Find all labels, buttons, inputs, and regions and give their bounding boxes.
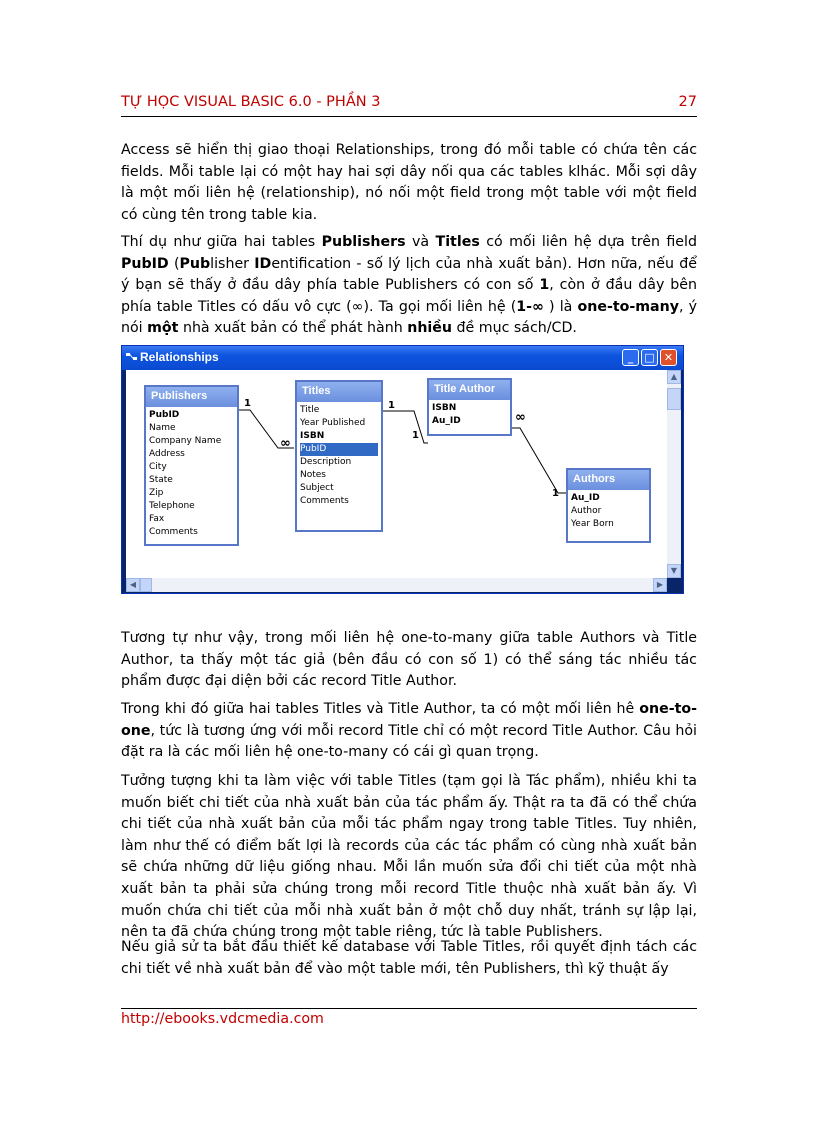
scroll-down-button[interactable]: ▼ [667, 564, 681, 578]
paragraph-6: Nếu giả sử ta bắt đầu thiết kế database với Table Titles, rồi quyết định tách các chi tiết về nhà xuất bản để vào một table mới, tên Publishers, thì kỹ thuật ấy [121, 939, 697, 977]
one-label: 1 [412, 430, 419, 441]
bold-text: ID [254, 255, 272, 272]
footer-rule [121, 1008, 697, 1009]
field-item[interactable]: Au_ID [432, 416, 461, 426]
field-item[interactable]: State [149, 475, 173, 485]
bold-text: Titles [435, 234, 480, 250]
table-titles[interactable] [295, 380, 383, 532]
field-item[interactable]: Au_ID [571, 493, 600, 503]
field-item[interactable]: Fax [149, 514, 165, 524]
field-item[interactable]: Name [149, 423, 176, 433]
bold-text: nhiều [407, 320, 453, 337]
text: Trong khi đó giữa hai tables Titles và Title Author, ta có một mối liên hê [121, 701, 640, 717]
relationships-window [121, 345, 684, 594]
field-item[interactable]: Year Born [571, 519, 614, 529]
bold-text: one-to-one [121, 701, 697, 739]
table-publishers[interactable] [144, 385, 239, 546]
paragraph-5: Tưởng tượng khi ta làm việc với table Titles (tạm gọi là Tác phẩm), nhiều khi ta muốn biết chi tiết của nhà xuất bản của tác phẩm ấy. Thật ra ta đã có thể chứa chi tiết của nhà xuất bản của mỗi tác phẩm ngay trong table Titles. Tuy nhiên, làm như thế có điểm bất lợi là records của các tác phẩm có cùng nhà xuất bản sẽ chứa những dữ liệu giống nhau. Mỗi lần muốn sửa đổi chi tiết của một nhà xuất bản ta phải sửa chúng trong mỗi record Title thuộc nhà xuất bản ấy. Vì muốn chứa chi tiết của mỗi nhà xuất bản ở một chỗ duy nhất, tránh sự lập lại, nên ta đã chứa chúng trong một table riêng, tức là table Publishers. [121, 773, 697, 941]
scroll-up-button[interactable]: ▲ [667, 370, 681, 384]
scroll-thumb[interactable] [140, 578, 152, 592]
scroll-thumb[interactable] [667, 388, 681, 410]
one-label: 1 [244, 398, 251, 409]
bold-text: 1-∞ [516, 298, 544, 315]
bold-text: PubID [121, 255, 169, 272]
field-item[interactable]: Telephone [149, 501, 195, 511]
relationships-icon [126, 352, 138, 362]
paragraph-4 [121, 699, 697, 764]
scroll-left-button[interactable]: ◀ [126, 578, 140, 592]
table-publishers-header[interactable]: Publishers [146, 387, 237, 407]
bold-text: Publishers [321, 234, 406, 250]
many-label: ∞ [280, 436, 291, 451]
field-item[interactable]: Notes [300, 470, 326, 480]
window-titlebar[interactable] [122, 346, 683, 370]
scroll-right-button[interactable]: ▶ [653, 578, 667, 592]
field-item[interactable]: Title [300, 405, 320, 415]
publishers-field-list [146, 407, 237, 541]
paragraph-1: Access sẽ hiển thị giao thoại Relationships, trong đó mỗi table có chứa tên các fields. Mỗi table lại có một hay hai sợi dây nối qua các tables klhác. Mỗi sợi dây là một mối liên hệ (relationship), nó nối một field trong một table với một field có cùng tên trong table kia. [121, 142, 697, 223]
text: , ý nói [121, 298, 697, 337]
window-title: Relationships [140, 350, 219, 364]
field-item[interactable]: Comments [149, 527, 198, 537]
titles-field-list [297, 402, 381, 510]
close-icon: ✕ [663, 351, 674, 364]
field-item-selected[interactable]: PubID [300, 443, 378, 456]
paragraph-3: Tương tự như vậy, trong mối liên hệ one-to-many giữa table Authors và Title Author, ta thấy một tác giả (bên đầu có con số 1) có thể sáng tác nhiều tác phẩm được đại diện bởi các record Title Author. [121, 630, 697, 690]
field-item[interactable]: Year Published [300, 418, 366, 428]
bold-text: một [147, 320, 179, 337]
text: Thí dụ như giữa hai tables [121, 234, 322, 250]
field-item[interactable]: Author [571, 506, 602, 516]
table-title-author-header[interactable]: Title Author [429, 380, 510, 400]
minimize-icon: _ [627, 351, 634, 364]
field-item[interactable]: Zip [149, 488, 164, 498]
bold-text: 1 [539, 277, 550, 294]
field-item[interactable]: ISBN [432, 403, 457, 413]
text: lisher [210, 255, 255, 272]
footer-link[interactable]: http://ebooks.vdcmedia.com [121, 1011, 324, 1027]
paragraph-2 [121, 232, 697, 340]
table-title-author[interactable] [427, 378, 512, 436]
table-authors[interactable] [566, 468, 651, 543]
minimize-button[interactable] [622, 349, 639, 366]
horizontal-scrollbar[interactable] [126, 578, 667, 592]
one-label: 1 [388, 400, 395, 411]
field-item[interactable]: Subject [300, 483, 334, 493]
table-authors-header[interactable]: Authors [568, 470, 649, 490]
text: đề mục sách/CD. [452, 320, 577, 337]
table-titles-header[interactable]: Titles [297, 382, 381, 402]
field-item[interactable]: Address [149, 449, 185, 459]
maximize-button[interactable] [641, 349, 658, 366]
page-header [121, 92, 697, 117]
bold-text: one-to-many [577, 298, 679, 315]
text: , tức là tương ứng với mỗi record Title chỉ có một record Title Author. Câu hỏi đặt ra là các mối liên hệ one-to-many có cái gì quan trọng. [121, 722, 697, 761]
field-item[interactable]: Comments [300, 496, 349, 506]
text: entification - số lý lịch của nhà xuất bản). Hơn nữa, nếu để ý bạn sẽ thấy ở đầu dây phía table Publishers có con số [121, 255, 697, 294]
authors-field-list [568, 490, 649, 533]
one-label: 1 [552, 488, 559, 499]
field-item[interactable]: Description [300, 457, 352, 467]
relationships-canvas[interactable] [126, 370, 667, 578]
text: có mối liên hệ dựa trên field [479, 234, 697, 250]
vertical-scrollbar[interactable] [667, 370, 681, 578]
maximize-icon: □ [644, 351, 655, 364]
field-item[interactable]: Company Name [149, 436, 222, 446]
title-author-field-list [429, 400, 510, 430]
field-item[interactable]: PubID [149, 410, 180, 420]
text: ( [168, 255, 180, 272]
book-title: TỰ HỌC VISUAL BASIC 6.0 - PHẦN 3 [121, 94, 381, 110]
page-number: 27 [678, 94, 697, 110]
text: ) là [543, 298, 578, 315]
bold-text: Pub [179, 255, 211, 272]
close-button[interactable] [660, 349, 677, 366]
many-label: ∞ [515, 410, 526, 425]
text: và [405, 234, 436, 250]
field-item[interactable]: City [149, 462, 167, 472]
field-item[interactable]: ISBN [300, 431, 325, 441]
text: nhà xuất bản có thể phát hành [178, 320, 408, 337]
text: , còn ở đầu dây bên phía table Titles có dấu vô cực (∞). Ta gọi mối liên hệ ( [121, 277, 697, 315]
